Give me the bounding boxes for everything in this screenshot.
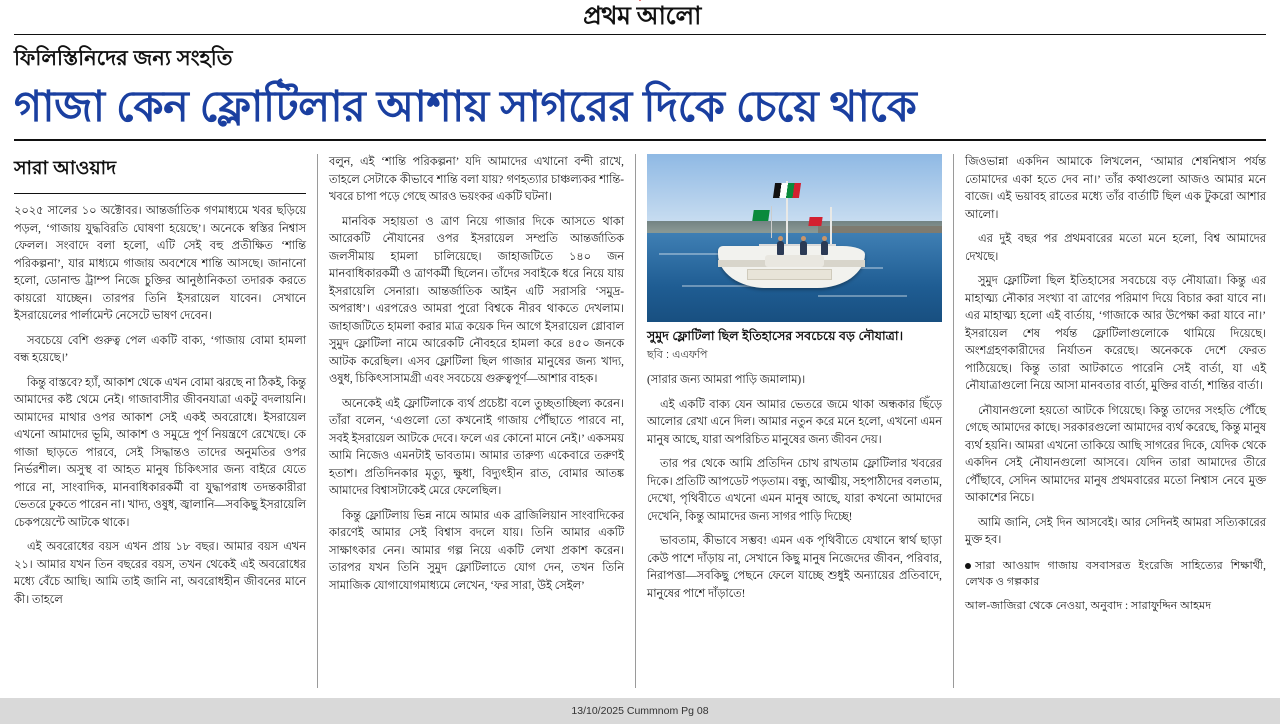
article-headline: গাজা কেন ফ্লোটিলার আশায় সাগরের দিকে চেয়ে থাকে — [14, 83, 917, 131]
boat-banner — [747, 269, 832, 280]
article-photo — [647, 154, 942, 322]
publication-name: প্রথম আলো — [583, 1, 701, 30]
photo-caption: সুমুদ ফ্লোটিলা ছিল ইতিহাসের সবচেয়ে বড় নৌযাত্রা। — [646, 329, 904, 343]
boat-hull — [718, 246, 866, 288]
paragraph: তার পর থেকে আমি প্রতিদিন চোখ রাখতাম ফ্লোটিলার খবরের দিকে। প্রতিটি আপডেট পড়তাম। বন্ধু, আত্মীয়, সহপাঠীদের বলতাম, দেখো, পৃথিবীতে এখনো এমন মানুষ আছে, যারা কখনো আমাদের দেখেনি, কিন্তু আমাদের জন্য সাগর পাড়ি দিচ্ছে! — [646, 458, 942, 523]
photo-sailboat-flotilla — [647, 154, 942, 322]
masthead — [0, 0, 1280, 34]
paragraph: বলুন, এই ‘শান্তি পরিকল্পনা’ যদি আমাদের এখানো বন্দী রাখে, তাহলে সেটাকে কীভাবে শান্তি বলা যায়? গণহত্যার চাঞ্চল্যকর শান্তি-খবরে চাপা পড়ে গেছে আরও ভয়ংকর একটি ঘটনা। — [328, 156, 624, 203]
paragraph: সবচেয়ে বেশি গুরুত্ব পেল একটি বাক্য, ‘গাজায় বোমা হামলা বন্ধ হয়েছে।’ — [14, 334, 306, 365]
paragraph: জিওভান্না একদিন আমাকে লিখলেন, ‘আমার শেষনিশ্বাস পর্যন্ত তোমাদের একা হতে দেব না।’ তাঁর কথাগুলো আজও আমার মনে বাজে। এই ভয়াবহ রাতের মধ্যে তাঁর বার্তাটি ছিল এক টুকরো আশার আলো। — [964, 156, 1266, 221]
boat-cabin — [765, 255, 824, 267]
paragraph: (সারার জন্য আমরা পাড়ি জমালাম)। — [646, 374, 806, 387]
paragraph: এই একটি বাক্য যেন আমার ভেতরে জমে থাকা অন্ধকার ছিঁড়ে আলোর রেখা এনে দিল। আমার নতুন করে মনে হলো, এখনো এমন মানুষ আছে, যারা অপরিচিত মানুষের জন্য জীবন দেয়। — [646, 398, 942, 446]
article-kicker: ফিলিস্তিনিদের জন্য সংহতি — [14, 47, 233, 70]
article-columns — [14, 154, 1266, 688]
red-flag-icon — [809, 217, 823, 226]
green-flag-icon — [752, 210, 770, 221]
flame-icon — [633, 0, 647, 1]
photo-credit: ছবি : এএফপি — [646, 349, 708, 362]
paragraph: সুমুদ ফ্লোটিলা ছিল ইতিহাসের সবচেয়ে বড় নৌযাত্রা। কিন্তু এর মাহাত্ম্য নৌকার সংখ্যা বা ত্রাণের পরিমাণ দিয়ে বিচার করা যাবে না। এর মাহাত্ম্য হলো এই বার্তায়, ‘গাজাকে আর উপেক্ষা করা যাবে না।’ ইসরায়েল শেষ পর্যন্ত ফ্লোটিলাগুলোকে থামিয়ে দিয়েছে। অংশগ্রহণকারীদের নির্যাতন করেছে। অনেককে দেশে ফেরত পাঠিয়েছে। কিন্তু তারা আটকাতে পারেনি সেই বার্তা, যা এই নৌযাত্রাগুলো নিয়ে আসা মানবতার বার্তা, মুক্তির বার্তা, শান্তির বার্তা। — [964, 275, 1266, 392]
author-note-text: সারা আওয়াদ গাজায় বসবাসরত ইংরেজি সাহিত্যের শিক্ষার্থী, লেখক ও গল্পকার — [964, 559, 1266, 589]
paragraph: এই অবরোধের বয়স এখন প্রায় ১৮ বছর। আমার বয়স এখন ২১। আমার যখন তিন বছরের বয়স, তখন থেকেই এই অবরোধের মধ্যে বেঁচে আছি। আমি তাই জানি না, অবরোধহীন জীবনের মানে কী। তাহলে — [14, 541, 306, 606]
paragraph: মানবিক সহায়তা ও ত্রাণ নিয়ে গাজার দিকে আসতে থাকা আরেকটি নৌযানের ওপর ইসরায়েল সম্প্রতি আন্তর্জাতিক জলসীমায় হামলা চালিয়েছে। জাহাজটিতে ১৪০ জন মানবাধিকারকর্মী ও ত্রাণকর্মী ছিলেন। তাঁদের সবাইকে ধরে নিয়ে যায় ইসরায়েলি সেনারা। আন্তর্জাতিক আইন এটি সরাসরি ‘সমুদ্র-অপরাধ’। এরপরেও আমরা পুরো বিশ্বকে নীরব থাকতে দেখলাম। জাহাজটিতে হামলা করার মাত্র কয়েক দিন আগে ইসরায়েল গ্লোবাল সুমুদ ফ্লোটিলা নামে আরেকটি নৌবহরে হামলা করে ৪৫০ জনকে আটক করেছিল। এসব ফ্লোটিলা ছিল গাজার মানুষের জন্য খাদ্য, ওষুধ, চিকিৎসাসামগ্রী এবং সবচেয়ে গুরুত্বপূর্ণ—আশার বাহক। — [328, 215, 624, 385]
paragraph: কিন্তু বাস্তবে? হ্যাঁ, আকাশ থেকে এখন বোমা ঝরছে না ঠিকই, কিন্তু আমাদের কষ্ট থেমে নেই। গাজাবাসীর জীবনযাত্রা একটু বদলায়নি। আমাদের মাথার ওপর আকাশ সেই একই অবরোধে। ইসরায়েল এখনো আমাদের ভূমি, আকাশ ও সমুদ্রে পূর্ণ নিয়ন্ত্রণে রেখেছে। কে গাজা ছাড়তে পারবে, সেই সিদ্ধান্তও তাদের অনুমতির ওপর নির্ভরশীল। অসুস্থ বা আহত মানুষ চিকিৎসার জন্য বাইরে যেতে পারে না, সাংবাদিক, মানবাধিকারকর্মী বা যুদ্ধাপরাধ তদন্তকারীরা ভেতরে ঢুকতে পারেন না। খাদ্য, ওষুধ, জ্বালানি—সবকিছু ইসরায়েলি চেকপয়েন্টে আটকে থাকে। — [14, 376, 306, 529]
paragraph: অনেকেই এই ফ্লোটিলাকে ব্যর্থ প্রচেষ্টা বলে তুচ্ছতাচ্ছিল্য করেন। তাঁরা বলেন, ‘এগুলো তো কখনোই গাজায় পৌঁছাতে পারবে না, সবই ইসরায়েল আটকে দেবে। ফলে এর কোনো মানে নেই।’ একসময় আমি নিজেও এমনটাই ভাবতাম। আমার তারুণ্য একেবারে তরুণই হতাশ। প্রতিদিনকার মৃত্যু, ক্ষুধা, বিদ্যুৎহীন রাত, বোমার আতঙ্ক আমাদের বিশ্বাসটাকেই মেরে ফেলেছিল। — [328, 397, 624, 497]
column-1 — [14, 154, 317, 688]
paragraph: আমি জানি, সেই দিন আসবেই। আর সেদিনই আমরা সত্যিকারের মুক্ত হব। — [964, 516, 1266, 546]
bullet-icon — [965, 563, 971, 569]
author-note — [965, 558, 1266, 592]
column-3 — [635, 154, 953, 688]
byline-divider — [14, 193, 306, 194]
person — [821, 241, 828, 255]
source-note: আল-জাজিরা থেকে নেওয়া, অনুবাদ : সারাফুদ্দিন আহমদ — [964, 600, 1212, 613]
paragraph: নৌযানগুলো হয়তো আটকে গিয়েছে। কিন্তু তাদের সংহতি পৌঁছে গেছে আমাদের কাছে। সরকারগুলো আমাদের ব্যর্থ করেছে, কিন্তু মানুষ ব্যর্থ হয়নি। আমরা এখনো তাকিয়ে আছি সাগরের দিকে, যেদিক থেকে একদিন সেই নৌযানগুলো আসবে। যেদিন তারা আমাদের তীরে পৌঁছাবে, সেদিন আমাদের মানুষ প্রথমবারের মতো নিশ্বাস নেবে মুক্ত আকাশের নিচে। — [964, 404, 1266, 504]
person — [777, 241, 784, 255]
paragraph: ভাবতাম, কীভাবে সম্ভব! এমন এক পৃথিবীতে যেখানে স্বার্থ ছাড়া কেউ পাশে দাঁড়ায় না, সেখানে কিছু মানুষ নিজেদের জীবন, পরিবার, নিরাপত্তা—সবকিছু পেছনে ফেলে যাচ্ছে শুধুই অন্যায়ের প্রতিবাদে, মানুষের পাশে দাঁড়াতে! — [646, 535, 942, 600]
person — [800, 241, 807, 255]
publication-logo — [579, 0, 701, 39]
flag-pole — [771, 206, 773, 238]
paragraph: এর দুই বছর পর প্রথমবারের মতো মনে হলো, বিশ্ব আমাদের দেখছে। — [964, 233, 1266, 263]
paragraph: ২০২৫ সালের ১০ অক্টোবর। আন্তর্জাতিক গণমাধ্যমে খবর ছড়িয়ে পড়ল, ‘গাজায় যুদ্ধবিরতি ঘোষণা হয়েছে’। অনেকে স্বস্তির নিশ্বাস ফেলল। সংবাদে বলা হলো, এটি সেই বহু প্রতীক্ষিত ‘শান্তি পরিকল্পনা’, যার মাধ্যমে গাজায় অবশেষে শান্তি আসছে। জানানো হলো, ডোনাল্ড ট্রাম্প নিজে চুক্তির আনুষ্ঠানিকতা তদারক করতে কায়রো যাচ্ছেন। তারপর তিনি ইসরায়েল যাবেন। সেখানে ইসরায়েলের পার্লামেন্ট নেসেটে ভাষণ দেবেন। — [14, 205, 306, 323]
column-2 — [317, 154, 635, 688]
byline: সারা আওয়াদ — [14, 158, 117, 179]
headline-divider — [14, 139, 1266, 141]
page-footer: 13/10/2025 Cummnom Pg 08 — [0, 698, 1280, 724]
paragraph: কিন্তু ফ্লোটিলায় ভিন্ন নামে আমার এক ব্রাজিলিয়ান সাংবাদিকের কারণেই আমার সেই বিশ্বাস বদলে যায়। তিনি আমার একটি সাক্ষাৎকার নেন। আমার গল্প নিয়ে একটি লেখা প্রকাশ করেন। তারপর যখন তিনি সুমুদ ফ্লোটিলাতে যোগ দেন, তখন তিনি সামাজিক যোগাযোগমাধ্যমে লেখেন, ‘ফর সারা, উই সেইল’ — [328, 509, 624, 592]
palestine-flag-icon — [773, 183, 801, 198]
column-4 — [953, 154, 1266, 688]
